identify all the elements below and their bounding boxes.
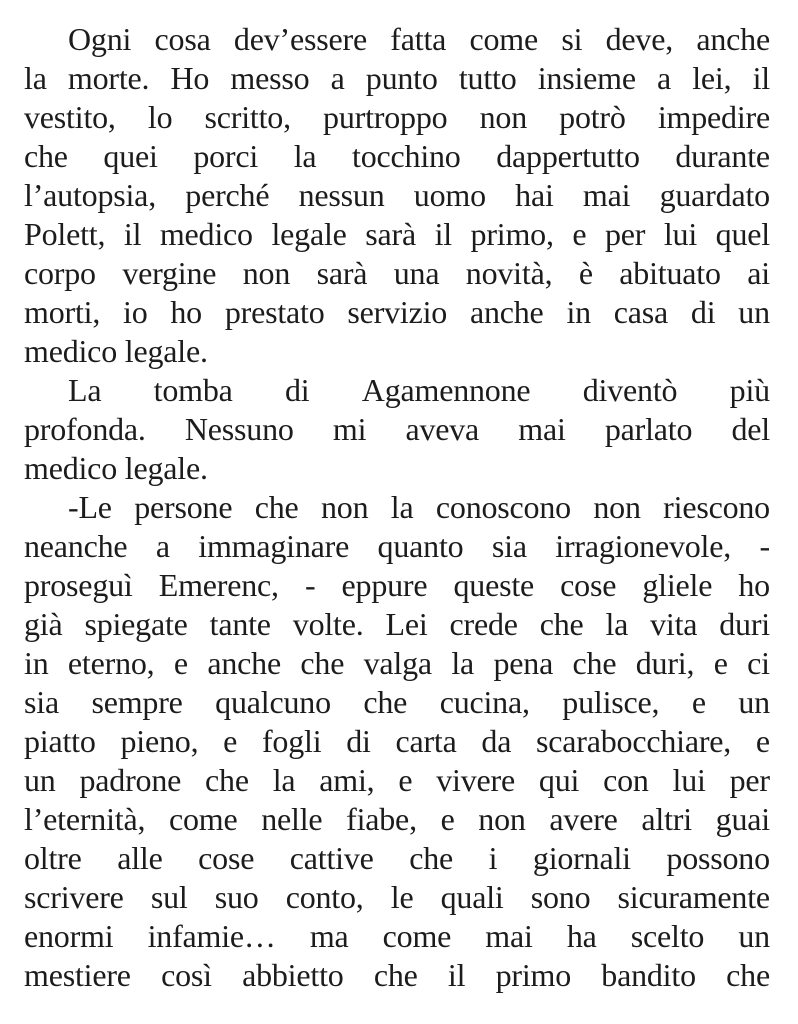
- word: quel: [715, 216, 770, 252]
- word: oltre: [24, 840, 82, 876]
- word: eterno,: [67, 645, 155, 681]
- word: il: [752, 60, 770, 96]
- word: per: [729, 762, 770, 798]
- word: che: [363, 684, 408, 720]
- word: piatto: [24, 723, 96, 759]
- word: insieme: [537, 60, 636, 96]
- word: anche: [207, 645, 281, 681]
- word: vestito,: [24, 99, 116, 135]
- word: lei,: [692, 60, 732, 96]
- word: novità,: [465, 255, 553, 291]
- word: pena: [493, 645, 554, 681]
- word: altri: [641, 801, 692, 837]
- word: Ogni: [68, 21, 132, 57]
- word: fogli: [261, 723, 322, 759]
- word: parlato: [604, 411, 693, 447]
- text-line-p1-l1: [24, 20, 770, 59]
- word: è: [578, 255, 593, 291]
- word: si: [561, 21, 583, 57]
- word: Agamennone: [361, 372, 531, 408]
- word: abbietto: [242, 957, 344, 993]
- word: valga: [363, 645, 432, 681]
- word: non: [593, 489, 641, 525]
- word: di: [346, 723, 371, 759]
- word: come: [382, 918, 452, 954]
- word: volte.: [292, 606, 364, 642]
- word: vita: [650, 606, 698, 642]
- word: io: [123, 294, 148, 330]
- word: e: [755, 723, 770, 759]
- word: sarà: [365, 216, 416, 252]
- word: di: [284, 372, 310, 408]
- word: tante: [209, 606, 271, 642]
- word: infamie…: [147, 918, 276, 954]
- text-line-p3-l3: [24, 566, 770, 605]
- word: perché: [185, 177, 270, 213]
- word: guai: [715, 801, 770, 837]
- word: qui: [538, 762, 580, 798]
- word: che: [726, 957, 770, 993]
- word: la: [293, 138, 317, 174]
- word: vergine: [122, 255, 217, 291]
- word: non: [479, 99, 527, 135]
- word: spiegate: [84, 606, 188, 642]
- word: porci: [193, 138, 259, 174]
- word: padrone: [79, 762, 182, 798]
- word: primo: [495, 957, 572, 993]
- word: a: [330, 60, 345, 96]
- word: che: [373, 957, 418, 993]
- page-text-block: [24, 20, 770, 995]
- word: abituato: [619, 255, 721, 291]
- word: sarà: [316, 255, 368, 291]
- word: che: [254, 489, 299, 525]
- word: gliele: [642, 567, 713, 603]
- word: e: [223, 723, 238, 759]
- text-line-p1-l4: [24, 137, 770, 176]
- word: impedire: [657, 99, 770, 135]
- word: conto,: [285, 879, 364, 915]
- word: La: [68, 372, 102, 408]
- word: la: [605, 606, 629, 642]
- word: un: [24, 762, 56, 798]
- word: nessun: [298, 177, 385, 213]
- word: ho: [738, 567, 770, 603]
- word: cose: [560, 567, 617, 603]
- text-line-p3-l4: [24, 605, 770, 644]
- word: la: [272, 762, 296, 798]
- word: e: [173, 645, 188, 681]
- word: servizio: [347, 294, 448, 330]
- word: cosa: [154, 21, 211, 57]
- word: lo: [147, 99, 173, 135]
- word: deve,: [605, 21, 674, 57]
- text-line-p2-l2: [24, 410, 770, 449]
- text-line-p3-l11: [24, 878, 770, 917]
- word: che: [205, 762, 249, 798]
- word: mai: [485, 918, 533, 954]
- word: suo: [214, 879, 259, 915]
- word: che: [24, 138, 68, 174]
- word: un: [738, 294, 770, 330]
- word: e: [440, 801, 455, 837]
- word: immaginare: [198, 528, 350, 564]
- word: scrivere: [24, 879, 124, 915]
- text-line-p1-l5: [24, 176, 770, 215]
- text-line-p3-l5: [24, 644, 770, 683]
- word: crede: [449, 606, 518, 642]
- word: duri,: [635, 645, 695, 681]
- word: morte.: [67, 60, 150, 96]
- word: corpo: [24, 255, 96, 291]
- word: ma: [309, 918, 349, 954]
- word: avere: [549, 801, 618, 837]
- word: fatta: [390, 21, 447, 57]
- word: bandito: [601, 957, 696, 993]
- word: conoscono: [435, 489, 571, 525]
- word: duri: [719, 606, 770, 642]
- word: alle: [117, 840, 163, 876]
- word: e: [398, 762, 413, 798]
- word: un: [738, 918, 770, 954]
- word: riescono: [663, 489, 770, 525]
- word: che: [572, 645, 617, 681]
- word: dappertutto: [496, 138, 640, 174]
- word: enormi: [24, 918, 114, 954]
- word: giornali: [532, 840, 631, 876]
- word: a: [155, 528, 170, 564]
- word: scritto,: [204, 99, 291, 135]
- word: l’autopsia,: [24, 177, 156, 213]
- word: tocchino: [352, 138, 461, 174]
- word: il: [434, 216, 452, 252]
- word: scelto: [630, 918, 705, 954]
- word: anche: [696, 21, 770, 57]
- word: mai: [582, 177, 631, 213]
- text-line-p3-l12: [24, 917, 770, 956]
- word: messo: [230, 60, 310, 96]
- word: ci: [747, 645, 770, 681]
- word: ha: [566, 918, 597, 954]
- word: quali: [440, 879, 504, 915]
- text-line-p3-l7: [24, 722, 770, 761]
- word: ami,: [319, 762, 375, 798]
- word: ho: [170, 294, 202, 330]
- word: che: [539, 606, 584, 642]
- text-line-p3-l8: [24, 761, 770, 800]
- word: mestiere: [24, 957, 131, 993]
- word: anche: [469, 294, 544, 330]
- word: che: [409, 840, 454, 876]
- word: potrò: [559, 99, 626, 135]
- word: le: [390, 879, 414, 915]
- word: la: [390, 489, 414, 525]
- word: carta: [395, 723, 457, 759]
- word: pieno,: [120, 723, 199, 759]
- text-line-p1-l6: [24, 215, 770, 254]
- word: profonda.: [24, 411, 146, 447]
- word: la: [24, 60, 47, 96]
- word: lui: [672, 762, 706, 798]
- word: così: [161, 957, 212, 993]
- word: -: [304, 567, 316, 603]
- word: tomba: [153, 372, 233, 408]
- word: Nessuno: [184, 411, 294, 447]
- word: possono: [666, 840, 770, 876]
- text-line-p1-l2: [24, 59, 770, 98]
- word: persone: [134, 489, 233, 525]
- word: cucina,: [439, 684, 530, 720]
- text-line-p3-l10: [24, 839, 770, 878]
- text-line-p1-l7: [24, 254, 770, 293]
- text-line-p3-l6: [24, 683, 770, 722]
- word: cose: [198, 840, 255, 876]
- word: per: [605, 216, 646, 252]
- word: più: [729, 372, 770, 408]
- word: medico: [159, 216, 253, 252]
- word: neanche: [24, 528, 128, 564]
- word: e: [691, 684, 706, 720]
- word: a: [657, 60, 672, 96]
- word: scarabocchiare,: [536, 723, 732, 759]
- word: una: [393, 255, 440, 291]
- word: cattive: [289, 840, 374, 876]
- word: aveva: [405, 411, 480, 447]
- word: quei: [103, 138, 158, 174]
- word: primo,: [470, 216, 554, 252]
- word: in: [566, 294, 591, 330]
- word: mai: [518, 411, 566, 447]
- word: come: [169, 801, 238, 837]
- text-line-p3-l2: [24, 527, 770, 566]
- text-line-p1-l8: [24, 293, 770, 332]
- word: morti,: [24, 294, 101, 330]
- word: di: [690, 294, 716, 330]
- word: quanto: [377, 528, 464, 564]
- word: Emerenc,: [158, 567, 279, 603]
- word: con: [603, 762, 649, 798]
- word: ai: [747, 255, 770, 291]
- word: casa: [613, 294, 669, 330]
- word: pulisce,: [562, 684, 660, 720]
- word: punto: [365, 60, 438, 96]
- word: eppure: [341, 567, 428, 603]
- word: dev’essere: [233, 21, 367, 57]
- text-line-p3-l1: [24, 488, 770, 527]
- word: come: [469, 21, 538, 57]
- word: queste: [453, 567, 535, 603]
- word: vivere: [436, 762, 516, 798]
- text-line-p1-l9: medico legale.: [24, 333, 208, 369]
- word: hai: [515, 177, 554, 213]
- word: guardato: [659, 177, 770, 213]
- word: Ho: [170, 60, 210, 96]
- text-line-p3-l9: [24, 800, 770, 839]
- word: prestato: [224, 294, 325, 330]
- word: legale: [271, 216, 347, 252]
- word: uomo: [413, 177, 486, 213]
- word: qualcuno: [215, 684, 331, 720]
- word: sia: [24, 684, 59, 720]
- word: da: [481, 723, 512, 759]
- word: diventò: [582, 372, 678, 408]
- word: il: [123, 216, 142, 252]
- text-line-p1-l3: [24, 98, 770, 137]
- word: non: [242, 255, 291, 291]
- word: nelle: [261, 801, 323, 837]
- word: fiabe,: [346, 801, 417, 837]
- word: lui: [663, 216, 698, 252]
- text-line-p2-l3: medico legale.: [24, 450, 208, 486]
- text-line-p2-l1: [24, 371, 770, 410]
- word: sempre: [91, 684, 183, 720]
- word: durante: [675, 138, 770, 174]
- text-line-p3-l13: [24, 956, 770, 995]
- word: purtroppo: [323, 99, 448, 135]
- word: -Le: [68, 489, 112, 525]
- word: che: [300, 645, 345, 681]
- word: la: [451, 645, 475, 681]
- word: e: [572, 216, 587, 252]
- word: mi: [332, 411, 367, 447]
- word: del: [731, 411, 770, 447]
- word: sicuramente: [617, 879, 770, 915]
- word: non: [320, 489, 369, 525]
- word: proseguì: [24, 567, 133, 603]
- word: sia: [491, 528, 527, 564]
- word: sono: [530, 879, 591, 915]
- word: già: [24, 606, 63, 642]
- word: e: [713, 645, 728, 681]
- word: Lei: [385, 606, 428, 642]
- word: sul: [150, 879, 188, 915]
- word: il: [447, 957, 466, 993]
- word: -: [759, 528, 770, 564]
- word: un: [738, 684, 770, 720]
- word: l’eternità,: [24, 801, 146, 837]
- word: i: [488, 840, 498, 876]
- word: in: [24, 645, 49, 681]
- word: non: [478, 801, 526, 837]
- word: irragionevole,: [555, 528, 732, 564]
- word: Polett,: [24, 216, 106, 252]
- word: tutto: [458, 60, 517, 96]
